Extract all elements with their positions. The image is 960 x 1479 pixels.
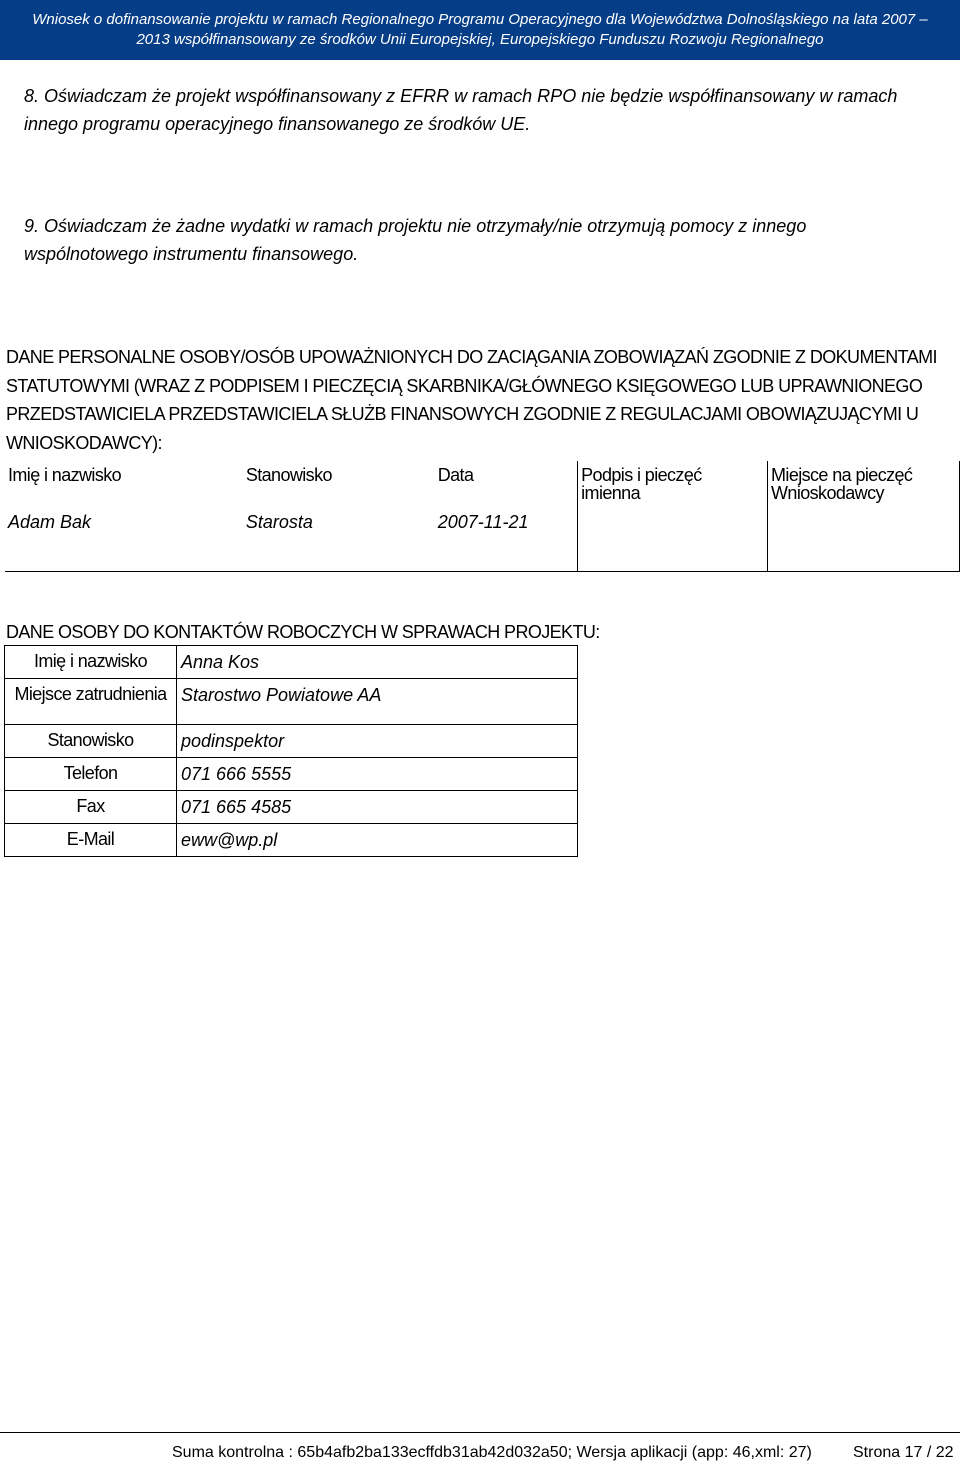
header-line-1: Wniosek o dofinansowanie projektu w ramach Regionalnego Programu Operacyjnego dla Województwa Dolnośląskiego na lata 2007 – [32, 11, 928, 28]
contact-section-title: DANE OSOBY DO KONTAKTÓW ROBOCZYCH W SPRAWACH PROJEKTU: [6, 622, 600, 642]
footer-divider [0, 1432, 960, 1433]
col-header-stamp: Miejsce na pieczęć Wnioskodawcy [768, 461, 960, 504]
value-fax: 071 665 4585 [177, 791, 578, 824]
cell-name: Adam Bak [5, 504, 243, 571]
personal-section-title: DANE PERSONALNE OSOBY/OSÓB UPOWAŻNIONYCH DO ZACIĄGANIA ZOBOWIĄZAŃ ZGODNIE Z DOKUMENTAMI STATUTOWYMI (WRAZ Z PODPISEM I PIECZĘCIĄ SKARBNIKA/GŁÓWNEGO KSIĘGOWEGO LUB UPRAWNIONEGO PRZEDSTAWICIELA PRZEDSTAWICIELA SŁUŻB FINANSOWYCH ZGODNIE Z REGULACJAMI OBOWIĄZUJĄCYMI U WNIOSKODAWCY): [6, 347, 937, 453]
contact-row-fax [5, 791, 578, 824]
contact-row-name [5, 646, 578, 679]
col-header-position: Stanowisko [245, 465, 332, 485]
cell-stamp [768, 504, 960, 571]
value-position: podinspektor [177, 725, 578, 758]
header-line-2: 2013 współfinansowany ze środków Unii Europejskiej, Europejskiego Funduszu Rozwoju Regionalnego [136, 31, 824, 48]
authorized-persons-table [5, 461, 960, 572]
cell-date: 2007-11-21 [435, 504, 578, 571]
label-name: Imię i nazwisko [5, 646, 177, 679]
label-fax: Fax [5, 791, 177, 824]
label-email: E-Mail [5, 824, 177, 857]
contact-row-phone [5, 758, 578, 791]
label-position: Stanowisko [5, 725, 177, 758]
declaration-8: 8. Oświadczam że projekt współfinansowany z EFRR w ramach RPO nie będzie współfinansowany w ramach innego programu operacyjnego finansowanego ze środków UE. [24, 86, 898, 134]
label-workplace: Miejsce zatrudnienia [5, 679, 177, 725]
col-header-date: Data [437, 465, 474, 485]
contact-person-table [4, 645, 578, 857]
footer-checksum: Suma kontrolna : 65b4afb2ba133ecffdb31ab42d032a50; Wersja aplikacji (app: 46,xml: 27) [172, 1444, 812, 1461]
value-email: eww@wp.pl [177, 824, 578, 857]
value-workplace: Starostwo Powiatowe AA [177, 679, 578, 725]
cell-position: Starosta [243, 504, 435, 571]
cell-signature [578, 504, 768, 571]
contact-row-email [5, 824, 578, 857]
table-header-row [5, 461, 960, 504]
contact-row-workplace [5, 679, 578, 725]
value-name: Anna Kos [177, 646, 578, 679]
page-header [0, 0, 960, 60]
col-header-name: Imię i nazwisko [8, 465, 122, 485]
contact-row-position [5, 725, 578, 758]
value-phone: 071 666 5555 [177, 758, 578, 791]
footer-page-number: Strona 17 / 22 [853, 1444, 954, 1461]
col-header-signature: Podpis i pieczęć imienna [578, 461, 768, 504]
declaration-9: 9. Oświadczam że żadne wydatki w ramach projektu nie otrzymały/nie otrzymują pomocy z innego wspólnotowego instrumentu finansowego. [24, 216, 807, 264]
table-row [5, 504, 960, 571]
label-phone: Telefon [5, 758, 177, 791]
